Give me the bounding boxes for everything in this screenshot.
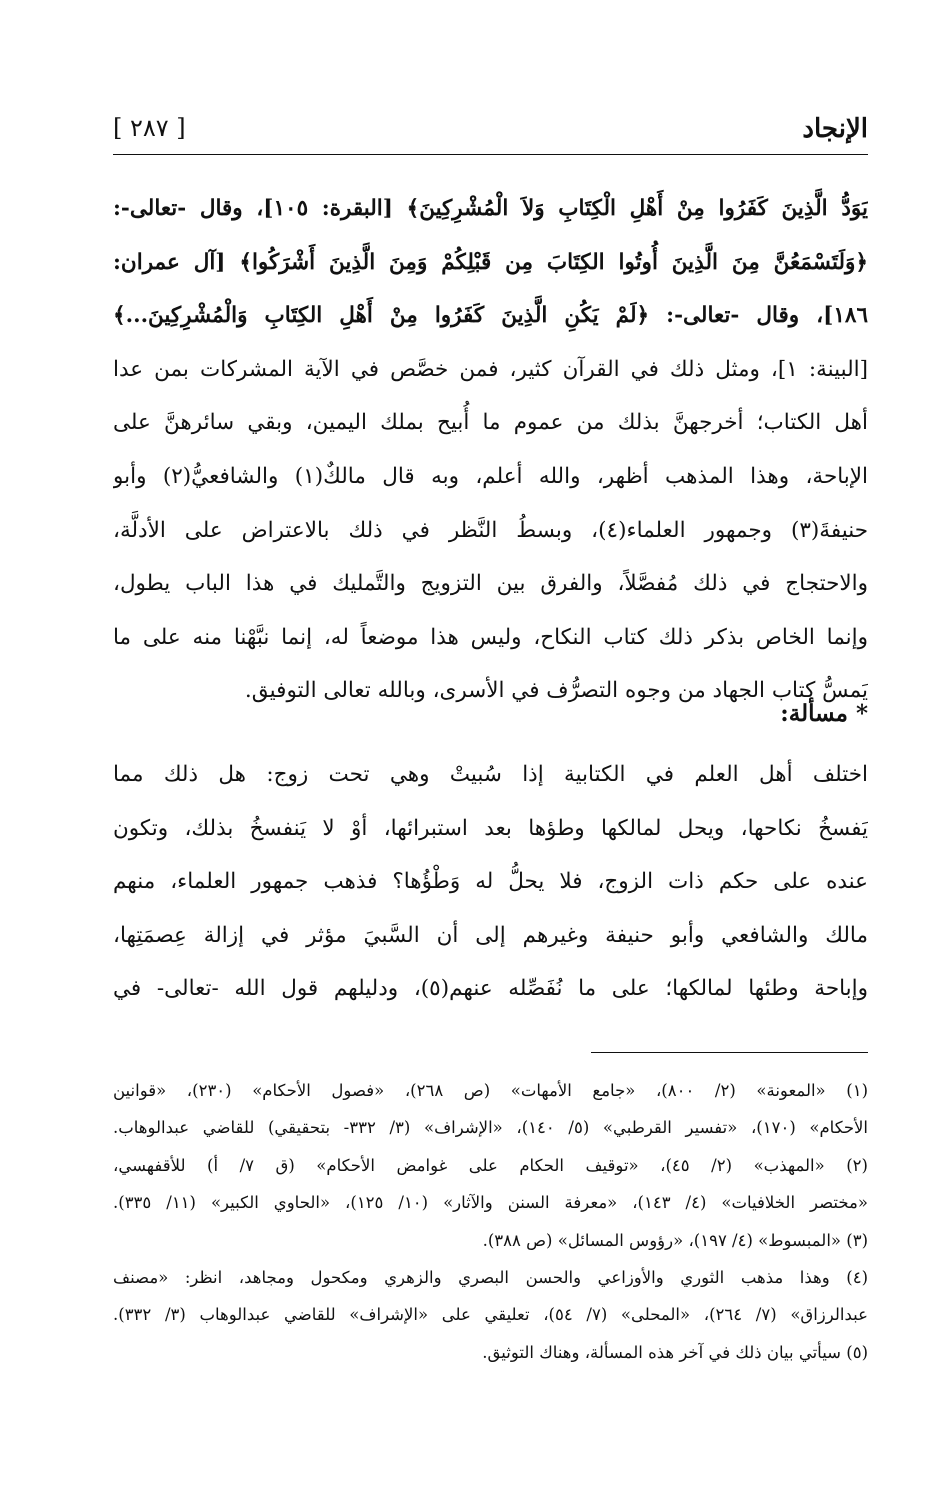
paragraph-1 (113, 182, 868, 718)
text-line: أهل الكتاب؛ أخرجهنَّ بذلك من عموم ما أُبيح بملك اليمين، وبقي سائرهنَّ على (113, 410, 868, 436)
text-line: [البينة: ١]، ومثل ذلك في القرآن كثير، فمن خصَّص في الآية المشركات بمن عدا (113, 356, 868, 382)
footnotes (113, 1072, 868, 1371)
text-line: يَوَدُّ الَّذِينَ كَفَرُوا مِنْ أَهْلِ الْكِتَابِ وَلاَ الْمُشْرِكِينَ﴾ [البقرة: ١٠٥]، وقال -تعالى-: (113, 196, 868, 221)
page-header (113, 112, 868, 158)
text-line: وإباحة وطئها لمالكها؛ على ما نُفَصِّله عنهم(٥)، ودليلهم قول الله -تعالى- في (113, 976, 868, 1002)
text-line: ١٨٦]، وقال -تعالى-: ﴿لَمْ يَكُنِ الَّذِينَ كَفَرُوا مِنْ أَهْلِ الكِتَابِ وَالْمُشْرِكِينَ...﴾ (113, 303, 868, 329)
footnote-line: الأحكام» (١٧٠)، «تفسير القرطبي» (٥/ ١٤٠)، «الإشراف» (٣/ ٣٣٢- بتحقيقي) للقاضي عبدالوهاب. (113, 1118, 868, 1138)
text-line: يَفسخُ نكاحها، ويحل لمالكها وطؤها بعد استبرائها، أوْ لا يَنفسخُ بذلك، وتكون (113, 815, 868, 841)
text-line: وإنما الخاص بذكر ذلك كتاب النكاح، وليس هذا موضعاً له، إنما نبَّهْنا منه على ما (113, 624, 868, 650)
footnote-line: (٣) «المبسوط» (٤/ ١٩٧)، «رؤوس المسائل» (ص ٣٨٨). (482, 1230, 868, 1250)
section-heading: * مسألة: (780, 700, 868, 727)
paragraph-2 (113, 748, 868, 1016)
footnote-line: عبدالرزاق» (٧/ ٢٦٤)، «المحلى» (٧/ ٥٤)، تعليقي على «الإشراف» للقاضي عبدالوهاب (٣/ ٣٣٢). (113, 1305, 868, 1325)
text-line: يَمسُّ كتاب الجهاد من وجوه التصرُّف في الأسرى، وبالله تعالى التوفيق. (244, 678, 868, 704)
footnote-line: (٤) وهذا مذهب الثوري والأوزاعي والحسن البصري والزهري ومكحول ومجاهد، انظر: «مصنف (113, 1267, 868, 1287)
footnote-rule (591, 1052, 868, 1053)
footnote-line: (٥) سيأتي بيان ذلك في آخر هذه المسألة، وهناك التوثيق. (482, 1342, 868, 1362)
text-line: اختلف أهل العلم في الكتابية إذا سُبيتْ وهي تحت زوج: هل ذلك مما (113, 762, 868, 787)
footnote-line: (٢) «المهذب» (٢/ ٤٥)، «توقيف الحكام على غوامض الأحكام» (ق ٧/ أ) للأقفهسي، (113, 1155, 868, 1175)
text-line: ﴿وَلَتَسْمَعُنَّ مِنَ الَّذِينَ أُوتُوا الكِتَابَ مِن قَبْلِكُمْ وَمِنَ الَّذِينَ أَشْرَكُوا﴾ [آل عمران: (113, 249, 868, 275)
text-line: عنده على حكم ذات الزوج، فلا يحلُّ له وَطْؤُها؟ فذهب جمهور العلماء، منهم (113, 869, 868, 895)
text-line: الإباحة، وهذا المذهب أظهر، والله أعلم، وبه قال مالكٌ(١) والشافعيُّ(٢) وأبو (113, 463, 868, 489)
text-line: حنيفةَ(٣) وجمهور العلماء(٤)، وبسطُ النَّظر في ذلك بالاعتراض على الأدلَّة، (113, 517, 868, 543)
footnote-line: (١) «المعونة» (٢/ ٨٠٠)، «جامع الأمهات» (ص ٢٦٨)، «فصول الأحكام» (٢٣٠)، «قوانين (113, 1081, 868, 1100)
footnote-line: «مختصر الخلافيات» (٤/ ١٤٣)، «معرفة السنن والآثار» (١٠/ ١٢٥)، «الحاوي الكبير» (١١/ ٣٣٥). (113, 1193, 868, 1213)
page-number: [ ٢٨٧ ] (113, 114, 186, 142)
header-rule (113, 154, 868, 155)
running-title: الإنجاد (802, 114, 868, 144)
text-line: والاحتجاج في ذلك مُفصَّلاً، والفرق بين التزويج والتَّمليك في هذا الباب يطول، (113, 571, 868, 597)
text-line: مالك والشافعي وأبو حنيفة وغيرهم إلى أن السَّبيَ مؤثر في إزالة عِصمَتِها، (113, 922, 868, 948)
